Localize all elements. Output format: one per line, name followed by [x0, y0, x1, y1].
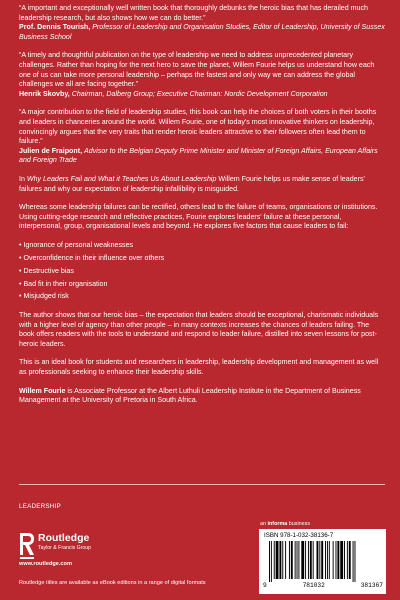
isbn-number: ISBN 978-1-032-38136-7 [264, 532, 334, 539]
heroic-bias-paragraph: The author shows that our heroic bias – the expectation that leaders should be exceptional, charismatic individuals with a higher level of agency than other people – in many contexts increases the chances of leaders failing. The book offers readers with the tools to understand and respond to leader failure, distilled into seven lessons for post-heroic leaders. [19, 311, 379, 348]
factors-list [19, 241, 385, 302]
intro-prefix: In [19, 174, 27, 183]
endorsement-3 [19, 108, 385, 166]
informa-prefix: an [260, 521, 268, 527]
publisher-group: Taylor & Francis Group [38, 545, 92, 551]
publisher-name: Routledge [38, 532, 90, 544]
quote-role: Chairman, Dalberg Group; Executive Chairman: Nordic Development Corporation [71, 89, 328, 98]
barcode-digits [263, 582, 383, 589]
barcode-digit-group: 9 [263, 582, 267, 589]
intro-suffix: Willem Fourie helps us make sense of leaders' failures and why our expectation of leadership infallibility is misguided. [19, 174, 365, 193]
quote-attribution [19, 147, 385, 166]
list-item: • Misjudged risk [19, 292, 69, 301]
barcode-icon [263, 541, 383, 582]
quote-role: Advisor to the Belgian Deputy Prime Minister and Minister of Foreign Affairs, European Affairs and Foreign Trade [19, 146, 378, 165]
description-paragraph: Whereas some leadership failures can be rectified, others lead to the failure of teams, organisations or institutions. Using cutting-edge research and reflective practices, Fourie explores leaders' failure at these personal, interpersonal, group, organisational levels and beyond. He explores five factors that cause leaders to fail: [19, 203, 378, 231]
ebook-note: Routledge titles are available as eBook editions in a range of digital formats [19, 580, 206, 586]
author-name: Willem Fourie [19, 386, 66, 395]
informa-tagline [260, 521, 310, 527]
barcode-digit-group: 381367 [360, 582, 383, 589]
quote-author: Julien de Fraipont, [19, 146, 83, 155]
book-title: Why Leaders Fail and What it Teaches Us About Leadership [26, 174, 217, 183]
quote-role: Professor of Leadership and Organisation Studies, Editor of Leadership, University of Sussex Business School [19, 23, 385, 41]
publisher-website[interactable]: www.routledge.com [19, 561, 72, 567]
barcode-digit-group: 781032 [302, 582, 325, 589]
quote-text: “A timely and thoughtful publication on the type of leadership we need to address unprecedented planetary challenges. Rather than hoping for the next hero to save the planet, Willem Fourie helps us understand how each one of us can take more personal leadership – perhaps the fastest and only way we can address the global challenges we all are facing together.” [19, 51, 375, 89]
quote-attribution [19, 90, 385, 100]
intro-paragraph [19, 175, 385, 194]
informa-brand: informa [267, 521, 288, 527]
quote-attribution [19, 23, 385, 42]
list-item: • Destructive bias [19, 266, 74, 275]
divider [19, 484, 385, 485]
subject-label: LEADERSHIP [19, 503, 61, 510]
list-item: • Bad fit in their organisation [19, 279, 108, 288]
informa-suffix: business [287, 521, 311, 527]
list-item: • Ignorance of personal weaknesses [19, 240, 134, 249]
routledge-r-icon [19, 531, 35, 565]
back-cover-text [19, 4, 385, 415]
endorsement-2 [19, 51, 385, 99]
audience-paragraph: This is an ideal book for students and researchers in leadership, leadership development and management as well as professionals seeking to enhance their leadership skills. [19, 358, 379, 376]
quote-author: Prof. Dennis Tourish, [19, 23, 91, 32]
endorsement-1 [19, 4, 385, 42]
list-item: • Overconfidence in their influence over others [19, 253, 165, 262]
quote-author: Henrik Skovby, [19, 89, 70, 98]
author-bio [19, 387, 385, 406]
author-bio-text: is Associate Professor at the Albert Luthuli Leadership Institute in the Department of Business Management at the University of Pretoria in South Africa. [19, 386, 361, 405]
quote-text: “A major contribution to the field of leadership studies, this book can help the choices of both voters in their booths and leaders in chanceries around the world. Willem Fourie, one of today's most innovative thinkers on leadership, convincingly argues that the very traits that render heroic leaders attractive to their followers often lead them to failure.” [19, 108, 377, 146]
quote-text: “A important and exceptionally well written book that thoroughly debunks the heroic bias that has derailed much leadership research, but also shows how we can do better.” [19, 4, 368, 22]
isbn-barcode [259, 529, 386, 594]
